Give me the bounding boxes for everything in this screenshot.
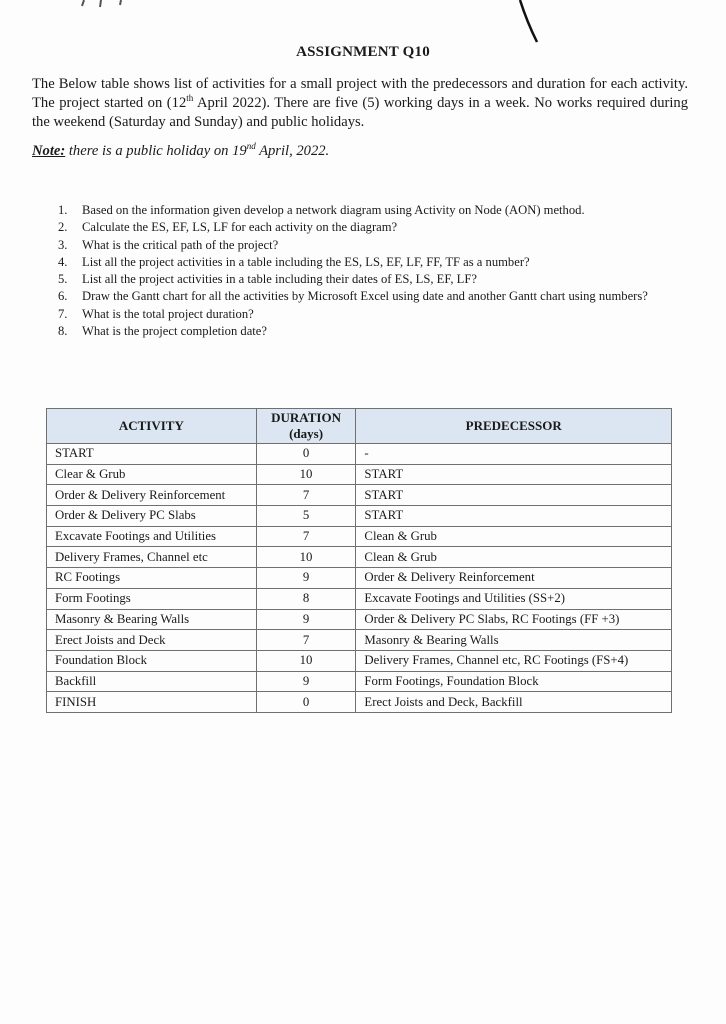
header-duration xyxy=(256,409,356,444)
duration-cell: 9 xyxy=(256,671,356,692)
note-text-1: there is a public holiday on 19 xyxy=(65,143,247,159)
intro-text-1: The Below table shows list of activities for a small project with the predecessors and duration for each activity. The project started on (12 xyxy=(32,76,688,111)
predecessor-cell: Masonry & Bearing Walls xyxy=(356,630,672,651)
predecessor-cell: START xyxy=(356,485,672,506)
intro-text-2: April 2022). There are five (5) working days in a week. No works required during the weekend (Saturday and Sunday) and public holidays. xyxy=(32,95,689,130)
header-predecessor: PREDECESSOR xyxy=(356,409,672,444)
activity-cell: Erect Joists and Deck xyxy=(47,630,257,651)
question-item xyxy=(52,219,722,236)
table-row xyxy=(47,609,672,630)
predecessor-cell: START xyxy=(356,464,672,485)
duration-cell: 5 xyxy=(256,506,356,527)
activity-cell: Clear & Grub xyxy=(47,464,257,485)
duration-cell: 0 xyxy=(256,692,356,713)
pen-stroke-left-2 xyxy=(100,0,101,7)
note-sup: nd xyxy=(246,141,256,152)
duration-cell: 0 xyxy=(256,444,356,465)
predecessor-cell: START xyxy=(356,506,672,527)
activity-cell: RC Footings xyxy=(47,568,257,589)
question-text: List all the project activities in a table including the ES, LS, EF, LF, FF, TF as a number? xyxy=(82,254,530,269)
predecessor-cell: Erect Joists and Deck, Backfill xyxy=(356,692,672,713)
duration-cell: 7 xyxy=(256,485,356,506)
table-row xyxy=(47,630,672,651)
predecessor-cell: Clean & Grub xyxy=(356,526,672,547)
activity-cell: Masonry & Bearing Walls xyxy=(47,609,257,630)
intro-paragraph xyxy=(32,75,688,132)
activity-table xyxy=(46,408,672,713)
table-row xyxy=(47,464,672,485)
pen-stroke-left-3 xyxy=(120,0,121,5)
predecessor-cell: Form Footings, Foundation Block xyxy=(356,671,672,692)
question-list xyxy=(52,202,722,340)
table-row xyxy=(47,547,672,568)
question-number: 3. xyxy=(58,237,68,252)
question-text: Draw the Gantt chart for all the activities by Microsoft Excel using date and another Gantt chart using numbers? xyxy=(82,289,648,304)
activity-cell: Order & Delivery PC Slabs xyxy=(47,506,257,527)
table-header-row xyxy=(47,409,672,444)
table-row xyxy=(47,568,672,589)
predecessor-cell: Order & Delivery Reinforcement xyxy=(356,568,672,589)
predecessor-cell: Delivery Frames, Channel etc, RC Footings (FS+4) xyxy=(356,650,672,671)
table-row xyxy=(47,485,672,506)
activity-cell: Backfill xyxy=(47,671,257,692)
header-duration-line2: (days) xyxy=(289,426,324,441)
predecessor-cell: Excavate Footings and Utilities (SS+2) xyxy=(356,588,672,609)
table-row xyxy=(47,506,672,527)
note-text-2: April, 2022. xyxy=(255,143,330,159)
question-number: 2. xyxy=(58,220,68,235)
pen-stroke-right xyxy=(520,0,537,42)
question-item xyxy=(52,237,722,254)
note-label: Note: xyxy=(32,143,66,159)
pen-stroke-left xyxy=(82,0,84,6)
activity-cell: START xyxy=(47,444,257,465)
activity-cell: Order & Delivery Reinforcement xyxy=(47,485,257,506)
note-paragraph xyxy=(32,143,688,160)
table-row xyxy=(47,692,672,713)
question-item xyxy=(52,306,722,323)
question-item xyxy=(52,254,722,271)
question-number: 7. xyxy=(58,306,68,321)
duration-cell: 10 xyxy=(256,650,356,671)
question-number: 8. xyxy=(58,324,68,339)
question-item xyxy=(52,271,722,288)
activity-cell: Foundation Block xyxy=(47,650,257,671)
question-text: List all the project activities in a table including their dates of ES, LS, EF, LF? xyxy=(82,272,477,287)
duration-cell: 10 xyxy=(256,464,356,485)
table-row xyxy=(47,588,672,609)
question-number: 1. xyxy=(58,203,68,217)
question-text: What is the project completion date? xyxy=(82,324,267,339)
table-row xyxy=(47,526,672,547)
duration-cell: 9 xyxy=(256,568,356,589)
question-number: 6. xyxy=(58,289,68,304)
question-number: 4. xyxy=(58,254,68,269)
table-row xyxy=(47,650,672,671)
question-text: Calculate the ES, EF, LS, LF for each activity on the diagram? xyxy=(82,220,398,235)
predecessor-cell: Clean & Grub xyxy=(356,547,672,568)
page-title: ASSIGNMENT Q10 xyxy=(296,44,430,60)
question-text: Based on the information given develop a network diagram using Activity on Node (AON) method. xyxy=(82,203,585,217)
question-item xyxy=(52,202,722,219)
duration-cell: 8 xyxy=(256,588,356,609)
duration-cell: 7 xyxy=(256,526,356,547)
predecessor-cell: Order & Delivery PC Slabs, RC Footings (FF +3) xyxy=(356,609,672,630)
header-duration-line1: DURATION xyxy=(271,410,341,425)
activity-cell: Excavate Footings and Utilities xyxy=(47,526,257,547)
activity-cell: Delivery Frames, Channel etc xyxy=(47,547,257,568)
predecessor-cell: - xyxy=(356,444,672,465)
header-activity: ACTIVITY xyxy=(47,409,257,444)
table-row xyxy=(47,444,672,465)
activity-cell: Form Footings xyxy=(47,588,257,609)
question-number: 5. xyxy=(58,272,68,287)
activity-cell: FINISH xyxy=(47,692,257,713)
question-item xyxy=(52,323,722,340)
duration-cell: 7 xyxy=(256,630,356,651)
duration-cell: 10 xyxy=(256,547,356,568)
question-item xyxy=(52,288,722,305)
table-row xyxy=(47,671,672,692)
intro-sup: th xyxy=(186,93,194,104)
question-text: What is the total project duration? xyxy=(82,306,254,321)
duration-cell: 9 xyxy=(256,609,356,630)
question-text: What is the critical path of the project? xyxy=(82,237,279,252)
